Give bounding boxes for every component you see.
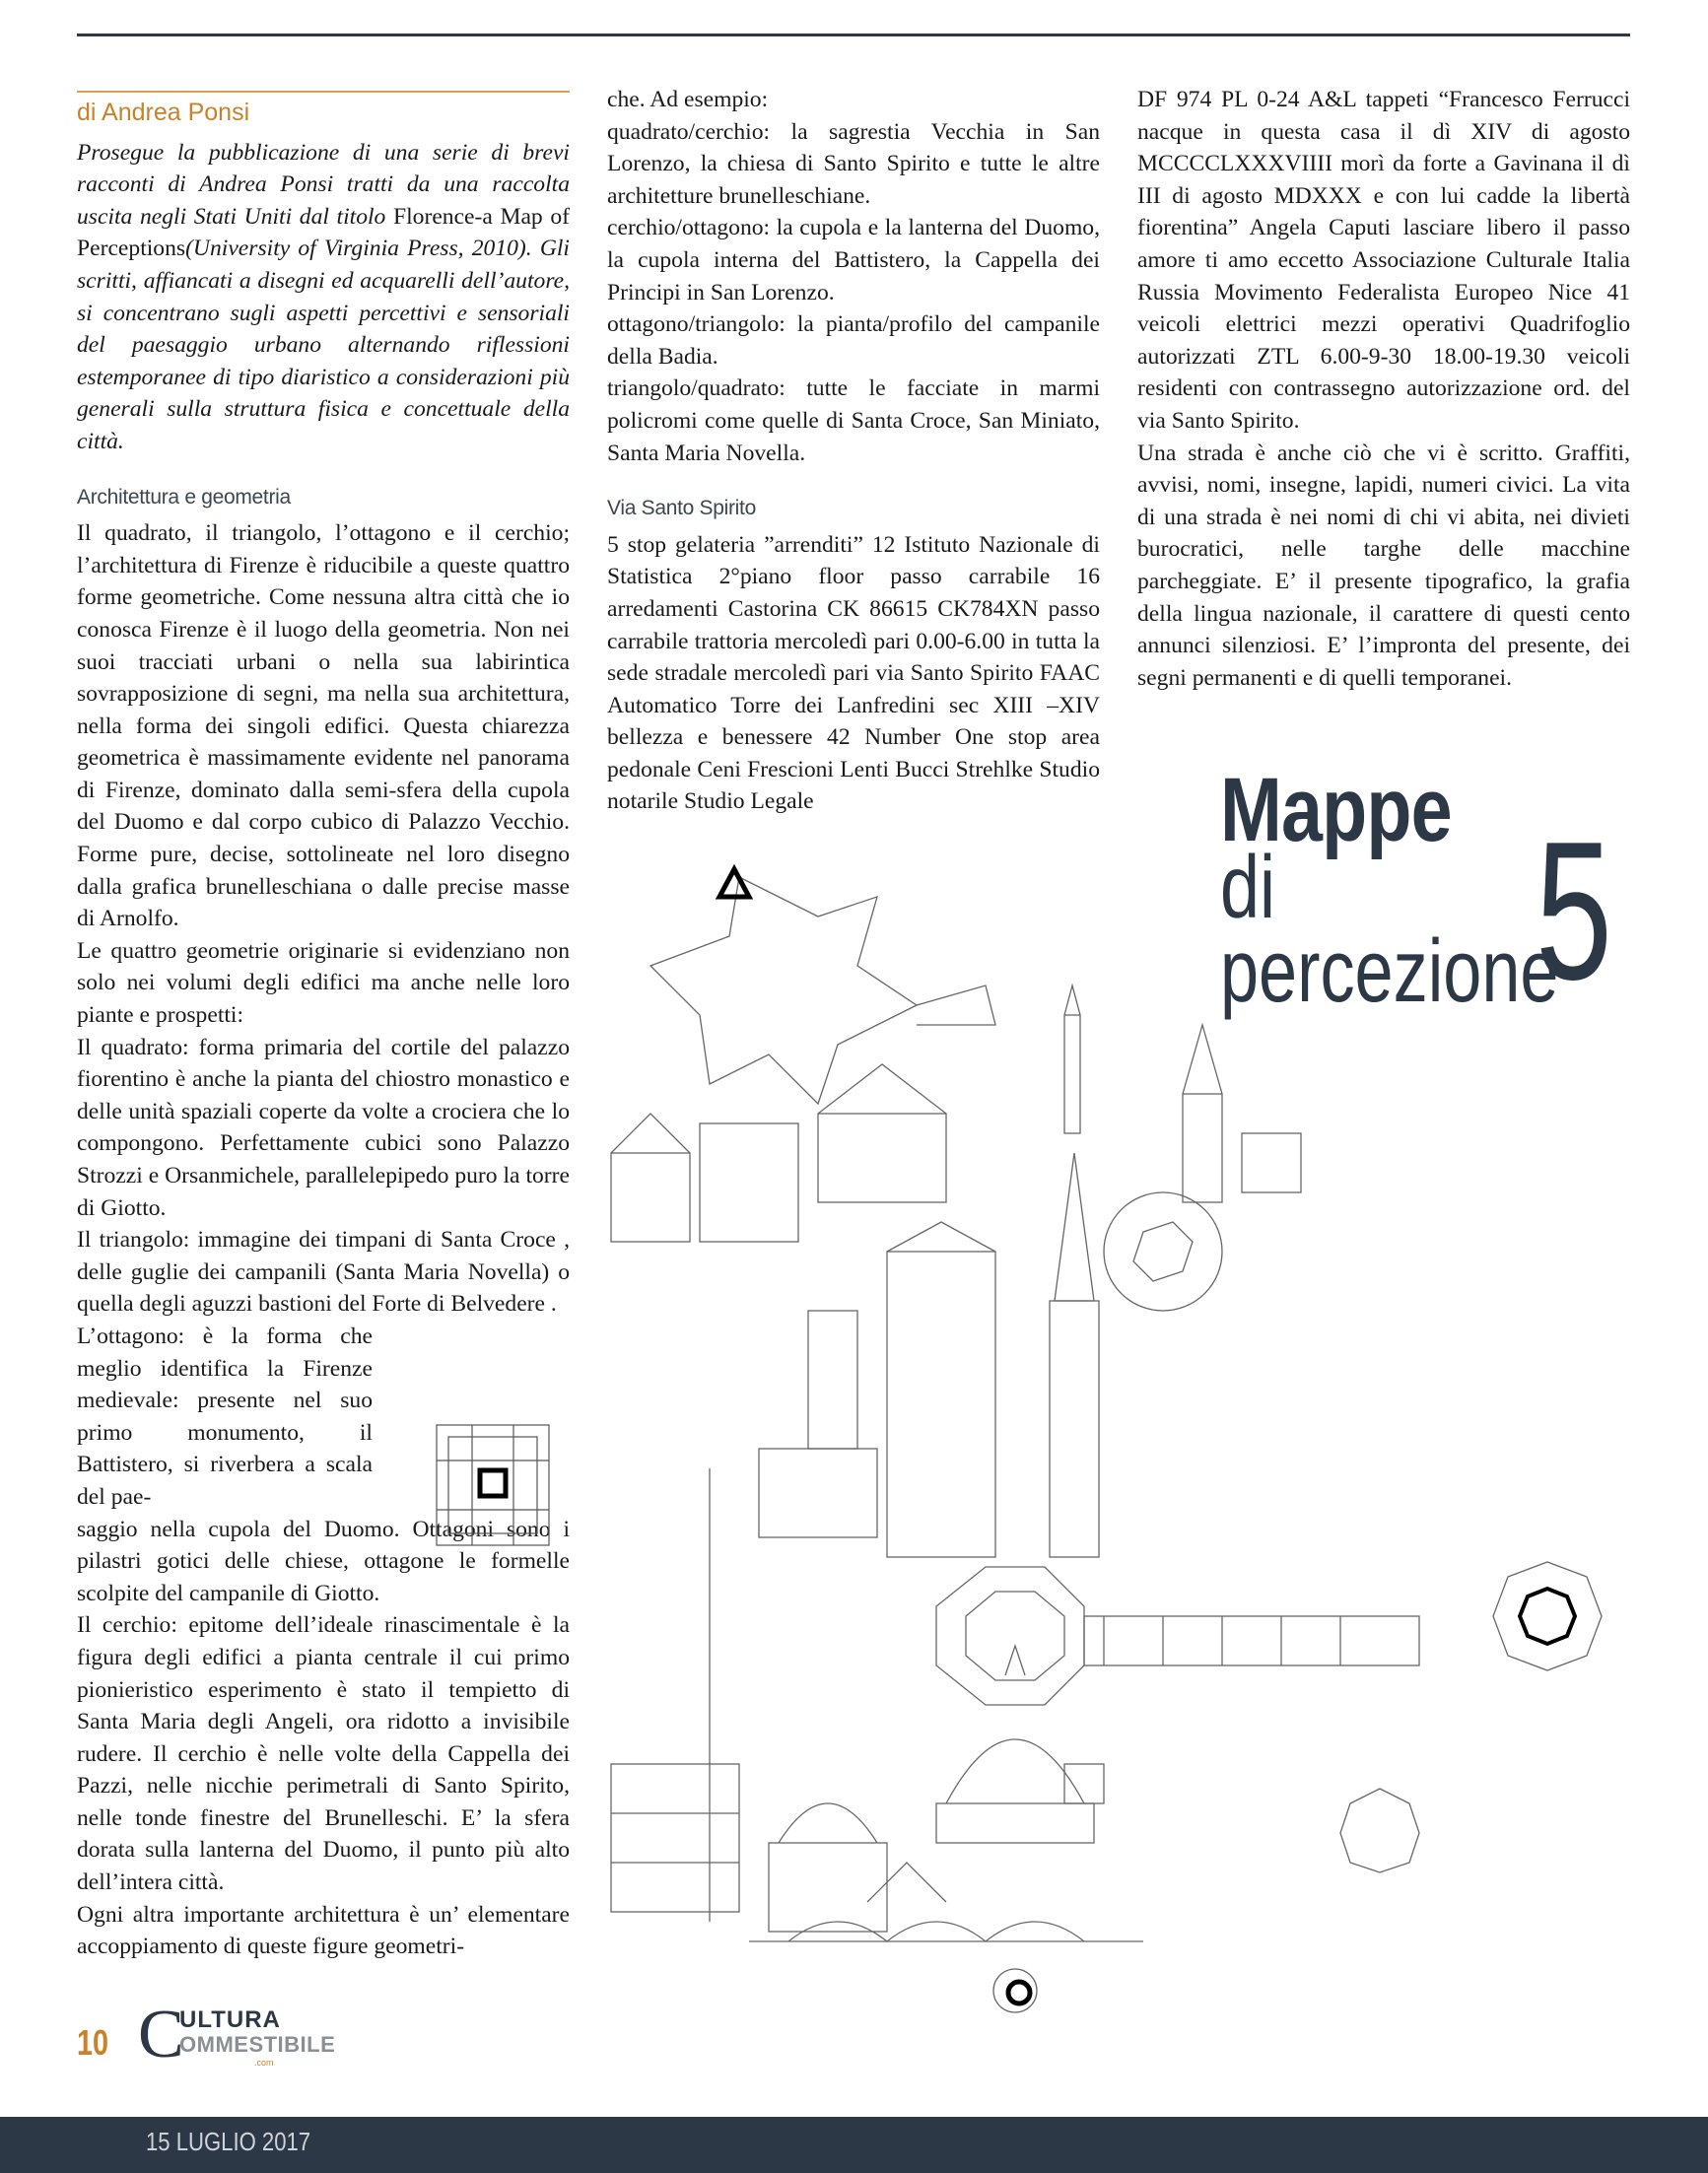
title-line-3: percezione xyxy=(1220,922,1559,1021)
byline: di Andrea Ponsi xyxy=(77,99,250,126)
paragraph: triangolo/quadrato: tutte le facciate in marmi policromi come quelle di Santa Croce, San Miniato, Santa Maria Novella. xyxy=(607,375,1100,466)
logo-line-2: OMMESTIBILE xyxy=(179,2032,336,2057)
column-2 xyxy=(607,84,1100,818)
paragraph: saggio nella cupola del Duomo. Ottagoni sono i pilastri gotici delle chiese, ottagone le formelle scolpite del campanile di Giotto. xyxy=(77,1516,570,1606)
paragraph: quadrato/cerchio: la sagrestia Vecchia in San Lorenzo, la chiesa di Santo Spirito e tutte le altre architetture brunelleschiane. xyxy=(607,118,1100,209)
paragraph: Ogni altra importante architettura è un’ elementare accoppiamento di queste figure geometri- xyxy=(77,1901,570,1960)
intro-text-1: Prosegue la pubblicazione di una serie di brevi racconti di Andrea Ponsi tratti da una raccolta uscita negli Stati Uniti dal titolo xyxy=(77,139,570,230)
paragraph: Le quattro geometrie originarie si evidenziano non solo nei volumi degli edifici ma anche nelle loro piante e prospetti: xyxy=(77,937,570,1029)
intro-paragraph xyxy=(77,137,570,458)
title-number: 5 xyxy=(1536,801,1612,1021)
paragraph: ottagono/triangolo: la pianta/profilo del campanile della Badia. xyxy=(607,311,1100,370)
issue-date: 15 LUGLIO 2017 xyxy=(146,2127,311,2156)
logo-line-1: ULTURA xyxy=(179,2006,281,2033)
intro-book-title: Florence-a Map of Perceptions xyxy=(77,203,570,262)
logo-c-glyph: C xyxy=(138,1997,184,2072)
paragraph: Il quadrato: forma primaria del cortile del palazzo fiorentino è anche la pianta del chiostro monastico e delle unità spaziali coperte da volte a crociera che lo compongono. Perfettamente cubici sono Palazzo Strozzi e Orsanmichele, parallelepipedo puro la torre di Giotto. xyxy=(77,1034,570,1221)
column-1 xyxy=(77,91,570,1963)
title-line-1: Mappe xyxy=(1220,760,1452,860)
byline-rule xyxy=(77,91,570,93)
publication-logo xyxy=(138,1997,355,2072)
paragraph: 5 stop gelateria ”arrenditi” 12 Istituto Nazionale di Statistica 2°piano floor passo carrabile 16 arredamenti Castorina CK 86615 CK784XN passo carrabile trattoria mercoledì pari 0.00-6.00 in tutta la sede stradale mercoledì pari via Santo Spirito FAAC Automatico Torre dei Lanfredini sec XIII –XIV bellezza e benessere 42 Number One stop area pedonale Ceni Frescioni Lenti Bucci Strehlke Studio notarile Studio Legale xyxy=(607,531,1100,815)
paragraph: DF 974 PL 0-24 A&L tappeti “Francesco Ferrucci nacque in questa casa il dì XIV di agosto MCCCCLXXXVIIII morì da forte a Gavinana il dì III di agosto MDXXX e con lui cadde la libertà fiorentina” Angela Caputi lasciare libero il passo amore ti amo eccetto Associazione Culturale Italia Russia Movimento Federalista Europeo Nice 41 veicoli elettrici mezzi operativi Quadrifoglio autorizzati ZTL 6.00-9-30 18.00-19.30 veicoli residenti con contrassegno autorizzazione ord. del via Santo Spirito. xyxy=(1137,87,1630,434)
square-plan-sketch xyxy=(429,1411,557,1559)
logo-com: .com xyxy=(254,2058,274,2068)
paragraph: cerchio/ottagono: la cupola e la lanterna del Duomo, la cupola interna del Battistero, la Cappella dei Principi in San Lorenzo. xyxy=(607,215,1100,306)
section-heading-architettura: Architettura e geometria xyxy=(77,485,291,509)
paragraph-ottagono: L’ottagono: è la forma che meglio identifica la Firenze medievale: presente nel suo primo monumento, il Battistero, si riverbera a scala del pae- xyxy=(77,1323,373,1510)
paragraph: Una strada è anche ciò che vi è scritto. Graffiti, avvisi, nomi, insegne, lapidi, numeri civici. La vita di una strada è nei nomi di chi vi abita, nei divieti burocratici, nelle targhe delle macchine parcheggiate. E’ il presente tipografico, la grafia della lingua nazionale, il carattere di questi cento annunci silenziosi. E’ l’impronta del presente, dei segni permanenti e di quelli temporanei. xyxy=(1137,440,1630,691)
paragraph: Il cerchio: epitome dell’ideale rinascimentale è la figura degli edifici a pianta centrale il cui primo pionieristico esperimento è stato il tempietto di Santa Maria degli Angeli, ora ridotto a invisibile rudere. Il cerchio è nelle volte della Cappella dei Pazzi, nelle nicchie perimetrali di Santo Spirito, nelle tonde finestre del Brunelleschi. E’ la sfera dorata sulla lanterna del Duomo, il punto più alto dell’intera città. xyxy=(77,1612,570,1896)
paragraph: Il quadrato, il triangolo, l’ottagono e il cerchio; l’architettura di Firenze è riducibile a queste quattro forme geometriche. Come nessuna altra città che io conosca Firenze è il luogo della geometria. Non nei suoi tracciati urbani o nella sua labirintica sovrapposizione di segni, ma nella sua architettura, nella forma dei singoli edifici. Questa chiarezza geometrica è massimamente evidente nel panorama di Firenze, dominato dalla semi-sfera della cupola del Duomo e dal corpo cubico di Palazzo Vecchio. Forme pure, decise, sottolineate nel loro disegno dalla grafica brunelleschiana o dalle precise masse di Arnolfo. xyxy=(77,520,570,932)
title-line-2: di xyxy=(1220,839,1276,937)
architecture-sketch-illustration xyxy=(591,857,1636,2020)
paragraph: Il triangolo: immagine dei timpani di Santa Croce , delle guglie dei campanili (Santa Maria Novella) o quella degli aguzzi bastioni del Forte di Belvedere . xyxy=(77,1227,570,1318)
column-3 xyxy=(1137,84,1630,694)
paragraph: che. Ad esempio: xyxy=(607,87,769,112)
top-rule xyxy=(77,34,1630,36)
page-number: 10 xyxy=(77,2022,109,2063)
intro-text-2: (University of Virginia Press, 2010). Gli scritti, affiancati a disegni ed acquarelli dell’autore, si concentrano sugli aspetti percettivi e sensoriali del paesaggio urbano alternando riflessioni estemporanee di tipo diaristico a considerazioni più generali sulla struttura fisica e concettuale della città. xyxy=(77,236,570,454)
section-heading-via-santo-spirito: Via Santo Spirito xyxy=(607,497,756,520)
